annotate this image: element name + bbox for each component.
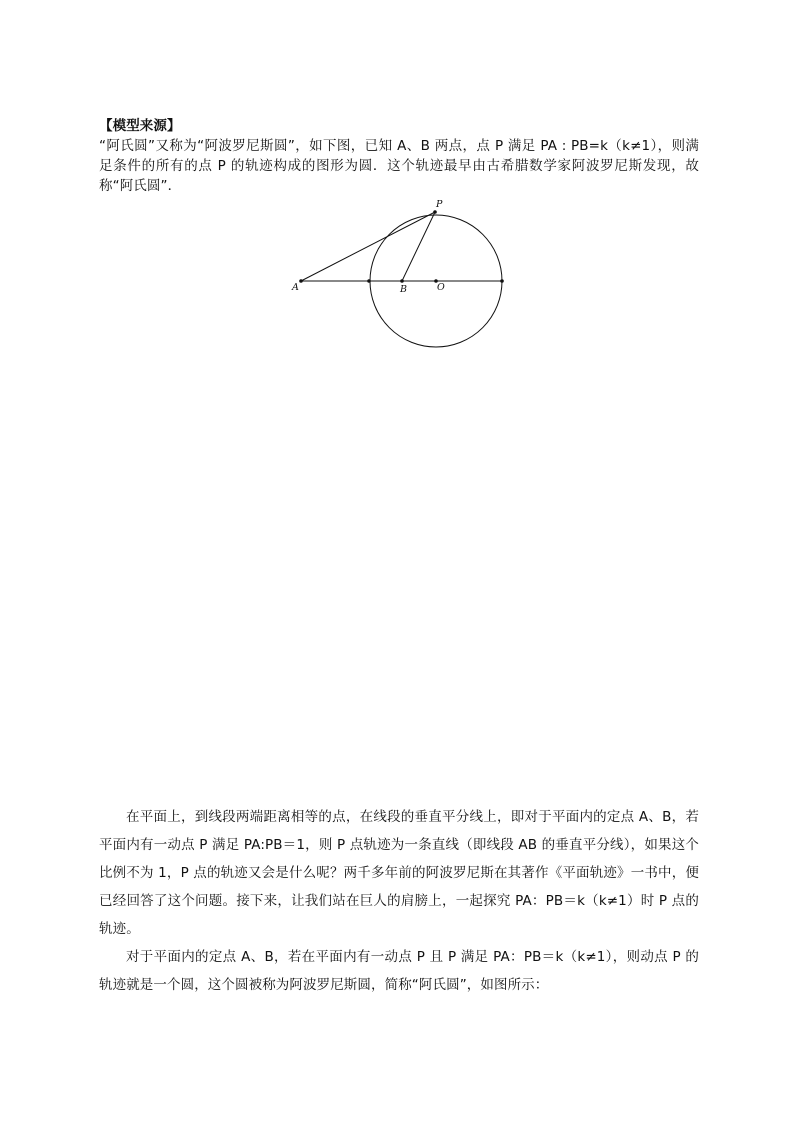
intro-paragraph: “阿氏圆”又称为“阿波罗尼斯圆”，如下图，已知 A、B 两点，点 P 满足 PA : PB=k（k≠1），则满足条件的所有的点 P 的轨迹构成的图形为圆．这个轨迹最早由古希腊数学家阿波罗尼斯发现，故称“阿氏圆”． xyxy=(99,138,699,194)
point-a xyxy=(299,279,303,283)
section-heading: 【模型来源】 xyxy=(99,118,181,134)
label-p: P xyxy=(436,199,443,210)
explanation-paragraph-2: 对于平面内的定点 A、B，若在平面内有一动点 P 且 P 满足 PA：PB＝k（k≠1），则动点 P 的轨迹就是一个圆，这个圆被称为阿波罗尼斯圆，简称“阿氏圆”，如图所示： xyxy=(99,949,699,993)
apollonius-circle-figure xyxy=(280,196,520,352)
figure-svg xyxy=(280,196,520,352)
model-source-section xyxy=(99,116,699,196)
circle-left-intersection xyxy=(367,279,371,283)
point-p xyxy=(433,210,437,214)
point-b xyxy=(400,279,404,283)
segment-pb xyxy=(402,212,435,281)
circle-right-intersection xyxy=(500,279,504,283)
label-b: B xyxy=(400,284,407,295)
segment-pa xyxy=(301,212,435,281)
explanation-paragraph-1: 在平面上，到线段两端距离相等的点，在线段的垂直平分线上，即对于平面内的定点 A、B，若平面内有一动点 P 满足 PA:PB＝1，则 P 点轨迹为一条直线（即线段 AB 的垂直平分线），如果这个比例不为 1，P 点的轨迹又会是什么呢？两千多年前的阿波罗尼斯在其著作《平面轨迹》一书中，便已经回答了这个问题。接下来，让我们站在巨人的肩膀上，一起探究 PA：PB＝k（k≠1）时 P 点的轨迹。 xyxy=(99,809,699,937)
label-o: O xyxy=(437,282,445,293)
label-a: A xyxy=(292,282,299,293)
explanation-section xyxy=(99,803,699,999)
